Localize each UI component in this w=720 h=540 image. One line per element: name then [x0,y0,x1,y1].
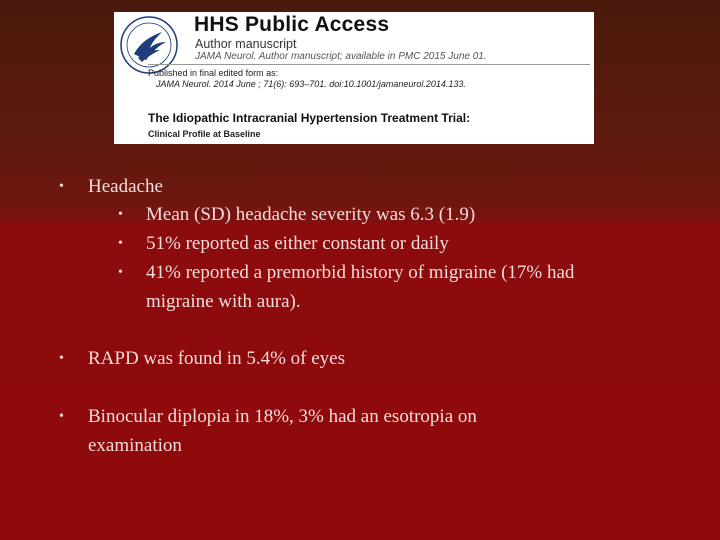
published-label: Published in final edited form as: [148,68,279,78]
bullet-diplopia-cont: examination [88,435,182,456]
citation: JAMA Neurol. 2014 June ; 71(6): 693–701. doi:10.1001/jamaneurol.2014.133. [156,79,466,89]
header-divider [148,64,590,65]
sub-bullet-marker: • [118,265,123,280]
bullet-rapd: RAPD was found in 5.4% of eyes [88,348,346,369]
bullet-headache: Headache [88,176,163,197]
bullet-diplopia: Binocular diplopia in 18%, 3% had an esotropia on [88,406,477,427]
sub-bullet-marker: • [118,207,123,222]
author-manuscript-label: Author manuscript [195,37,297,51]
bullet-marker: • [59,351,64,366]
availability-note: JAMA Neurol. Author manuscript; available in PMC 2015 June 01. [195,51,487,62]
sub-bullet-severity: Mean (SD) headache severity was 6.3 (1.9) [146,204,476,225]
article-header-image [114,12,594,144]
sub-bullet-marker: • [118,236,123,251]
sub-bullet-migraine: 41% reported a premorbid history of migraine (17% had [146,262,575,283]
hhs-public-access-title: HHS Public Access [194,13,390,36]
article-subtitle: Clinical Profile at Baseline [148,129,261,139]
hhs-eagle-icon [116,14,182,76]
article-title: The Idiopathic Intracranial Hypertension Treatment Trial: [148,111,471,125]
bullet-marker: • [59,409,64,424]
sub-bullet-migraine-cont: migraine with aura). [146,291,301,312]
bullet-marker: • [59,179,64,194]
sub-bullet-frequency: 51% reported as either constant or daily [146,233,449,254]
